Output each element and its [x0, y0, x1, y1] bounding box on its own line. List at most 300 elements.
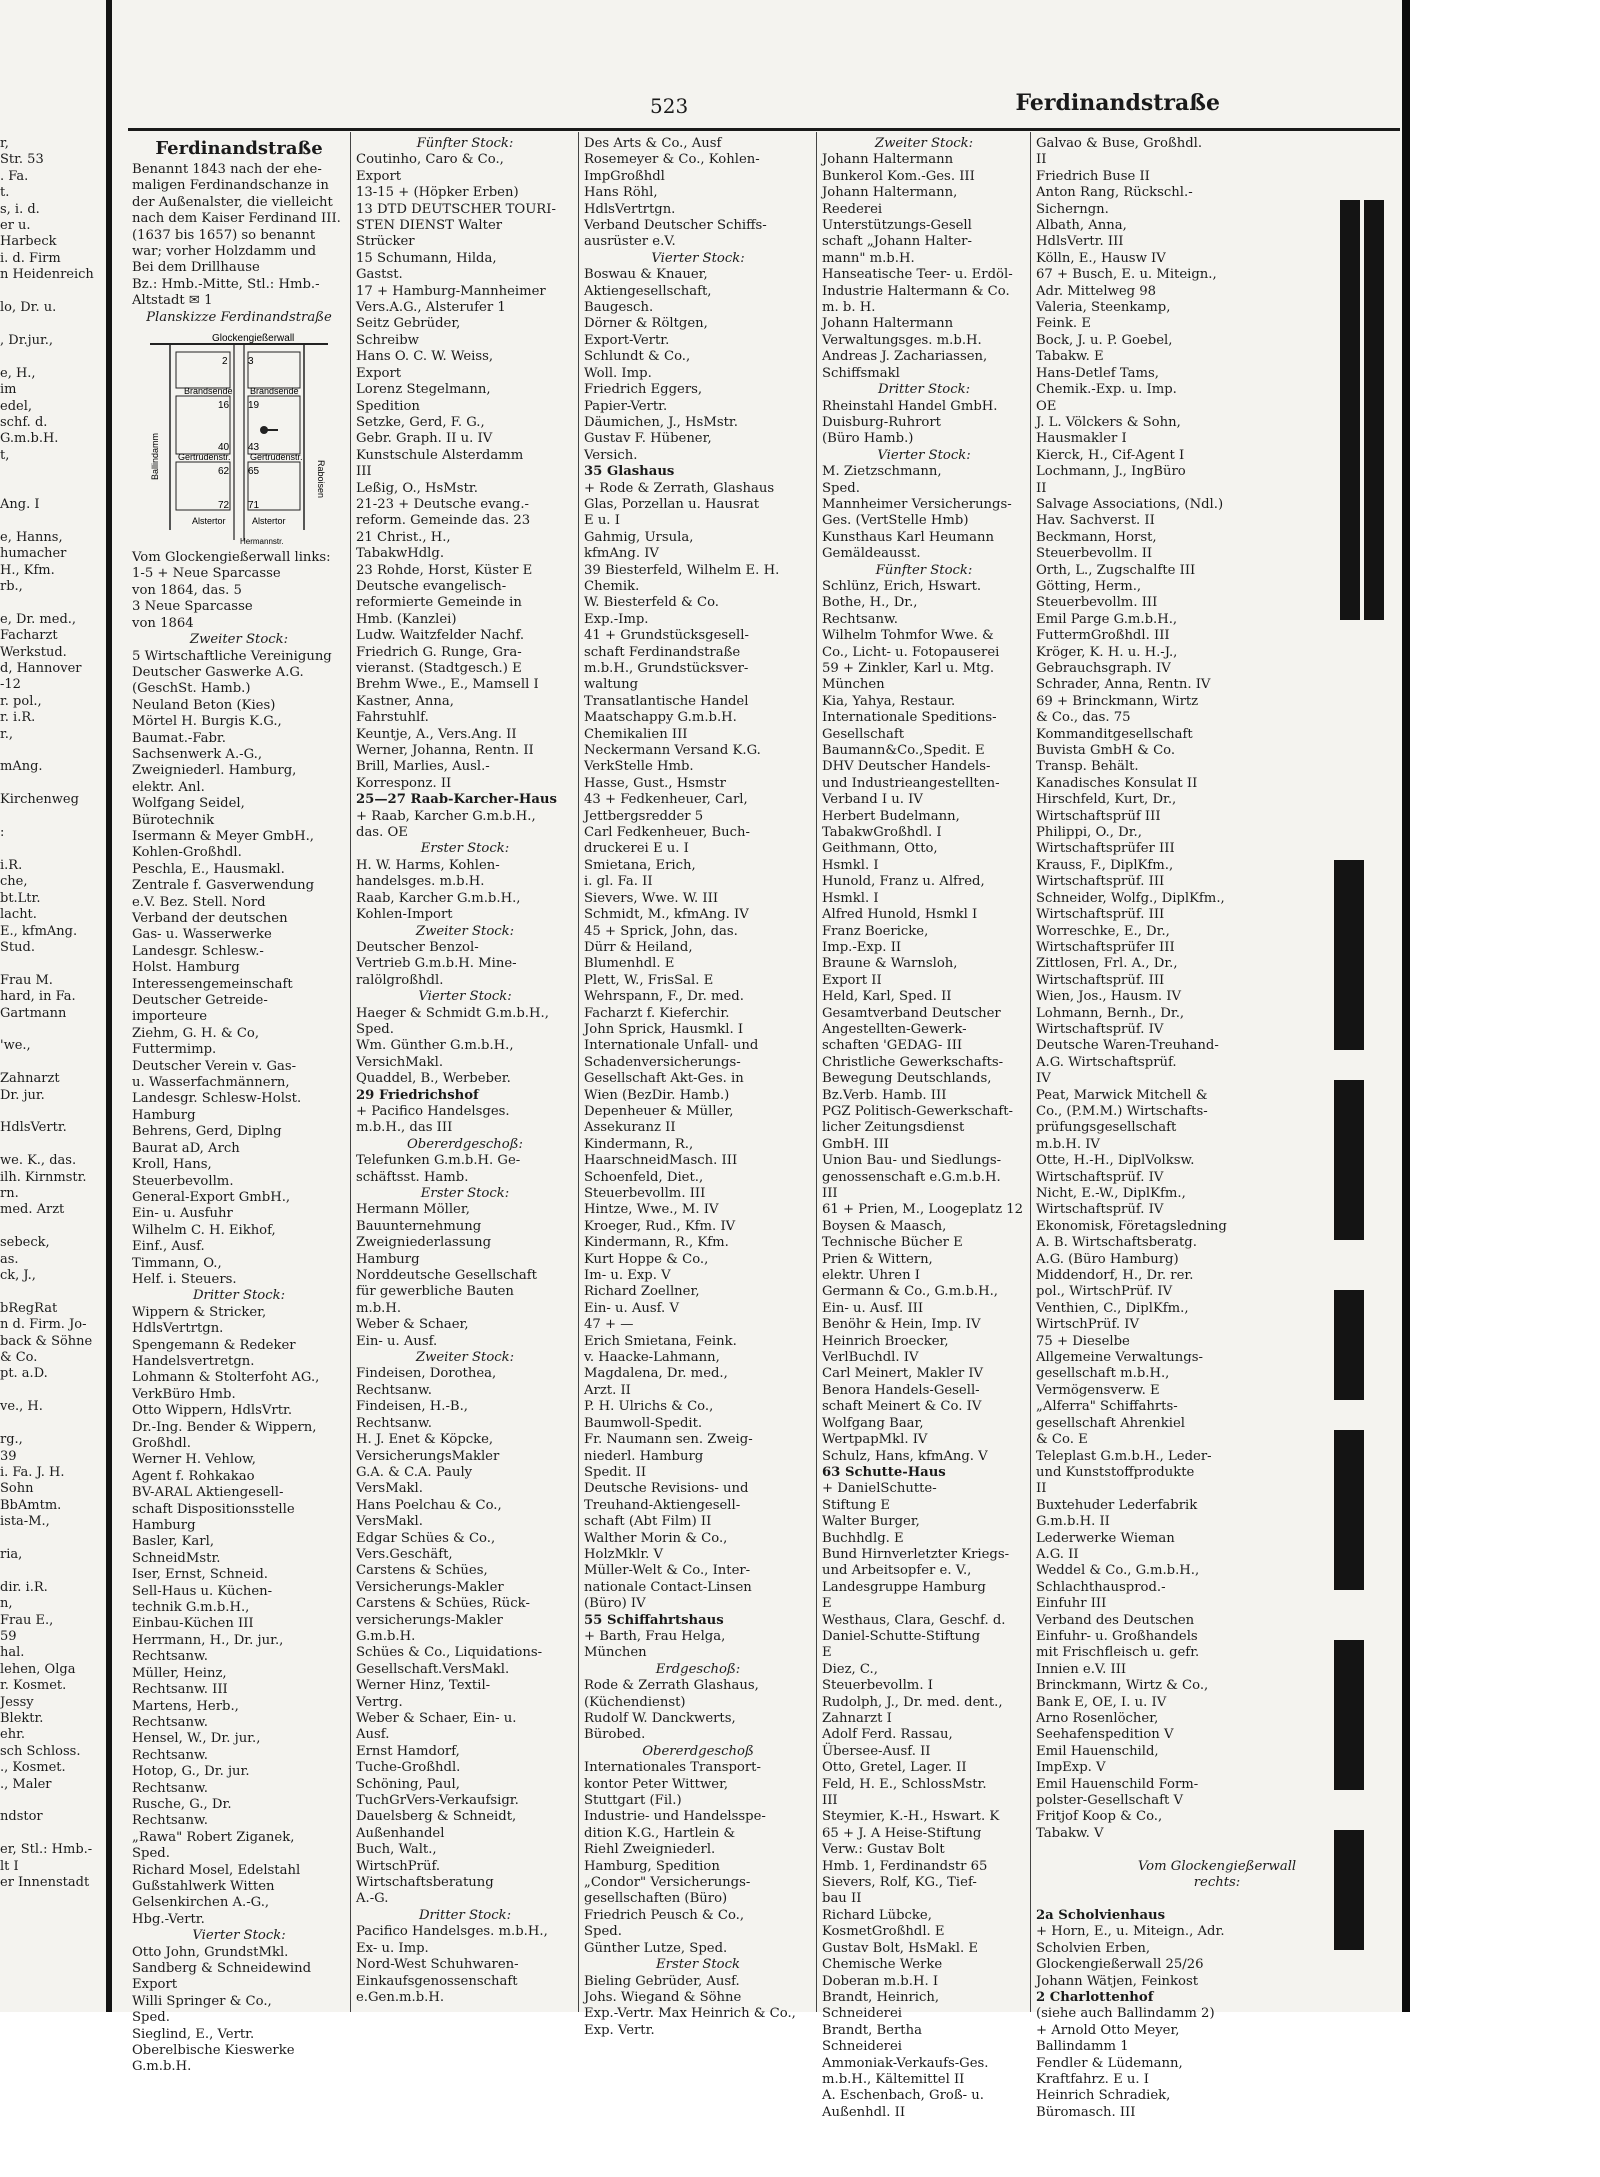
directory-line: VerkBüro Hmb. [132, 1386, 236, 1402]
directory-line: ehr. [0, 1727, 25, 1743]
directory-line: Bz.: Hmb.-Mitte, Stl.: Hmb.- [132, 276, 320, 292]
directory-line: Carl Meinert, Makler IV [822, 1366, 984, 1382]
directory-line: t. [0, 185, 10, 201]
floor-heading: Dritter Stock: [192, 1288, 286, 1304]
directory-line: Deutscher Getreide- [132, 993, 268, 1009]
directory-line: Bauunternehmung [356, 1218, 482, 1234]
directory-line: II [1036, 480, 1047, 496]
directory-line: ista-M., [0, 1514, 50, 1530]
directory-line: schaft „Johann Halter- [822, 234, 972, 250]
directory-line: schaft (Abt Film) II [584, 1514, 712, 1530]
directory-line: Weber & Schaer, [356, 1317, 469, 1333]
directory-line: che, [0, 874, 28, 890]
directory-line: r. i.R. [0, 710, 36, 726]
directory-line: Kommanditgesellschaft [1036, 726, 1193, 742]
directory-line: München [822, 677, 885, 693]
directory-line: H. W. Harms, Kohlen- [356, 857, 500, 873]
directory-line: Friedrich Peusch & Co., [584, 1907, 745, 1923]
directory-line: Sandberg & Schneidewind [132, 1961, 312, 1976]
directory-line: Orth, L., Zugschalfte III [1036, 562, 1196, 578]
directory-line: WirtschPrüf. [356, 1858, 441, 1874]
directory-line: 2a Scholvienhaus [1036, 1907, 1166, 1923]
floor-heading: Dritter Stock: [418, 1907, 512, 1923]
directory-line: Brandt, Heinrich, [822, 1989, 940, 2005]
directory-line: Chemik. [584, 578, 640, 594]
directory-line: + Barth, Frau Helga, [584, 1628, 726, 1644]
directory-line: sch Schloss. [0, 1743, 81, 1759]
directory-line: m.b.H., Kältemittel II [822, 2071, 965, 2087]
directory-line: Magdalena, Dr. med., [584, 1366, 728, 1382]
directory-line: Hans-Detlef Tams, [1036, 365, 1159, 381]
directory-line: Rechtsanw. [822, 611, 898, 627]
directory-line: Rechtsanw. [132, 1714, 208, 1730]
directory-line: Hanseatische Teer- u. Erdöl- [822, 267, 1013, 283]
directory-line: Hirschfeld, Kurt, Dr., [1036, 792, 1177, 808]
directory-line: III [822, 1186, 838, 1201]
directory-line: Basler, Karl, [132, 1534, 215, 1550]
directory-line: Büromasch. III [1036, 2104, 1136, 2120]
floor-heading: Fünfter Stock: [416, 136, 514, 151]
directory-line: Kastner, Anna, [356, 693, 454, 709]
column-1 [132, 136, 346, 2075]
directory-line: Hbg.-Vertr. [132, 1911, 205, 1927]
directory-line: 61 + Prien, M., Loogeplatz 12 [822, 1202, 1023, 1218]
directory-line: Ammoniak-Verkaufs-Ges. [822, 2055, 989, 2071]
directory-line: „Condor" Versicherungs- [584, 1875, 751, 1891]
directory-line: Kunsthaus Karl Heumann [822, 529, 995, 545]
directory-line: Export [356, 168, 402, 184]
directory-line: Beckmann, Horst, [1036, 529, 1157, 545]
directory-line: Werner H. Vehlow, [132, 1452, 256, 1468]
directory-line: Ein- u. Ausf. [356, 1333, 438, 1349]
directory-line: Scholvien Erben, [1036, 1940, 1151, 1956]
directory-line: Lohmann & Stolterfoht AG., [132, 1370, 320, 1386]
directory-line: und Arbeitsopfer e. V., [822, 1563, 972, 1579]
directory-line: importeure [132, 1009, 208, 1025]
directory-line: Hmb. (Kanzlei) [356, 611, 457, 627]
directory-line: Strücker [356, 234, 415, 250]
directory-line: Des Arts & Co., Ausf [584, 136, 722, 151]
directory-line: „Rawa" Robert Ziganek, [132, 1829, 295, 1845]
directory-line: dir. i.R. [0, 1579, 48, 1595]
directory-line: Allgemeine Verwaltungs- [1036, 1350, 1203, 1366]
header-rule [128, 128, 1400, 131]
directory-line: 13-15 + (Höpker Erben) [356, 185, 519, 201]
directory-line: Vertrg. [356, 1694, 403, 1710]
floor-heading: Erster Stock: [420, 841, 510, 857]
directory-line: bt.Ltr. [0, 890, 41, 906]
directory-line: Hamburg [132, 1518, 196, 1534]
directory-line: Dr.-Ing. Bender & Wippern, [132, 1419, 317, 1435]
directory-line: Ziehm, G. H. & Co, [132, 1025, 260, 1041]
directory-line: Deutscher Benzol- [356, 939, 479, 955]
directory-line: M. Zietzschmann, [822, 464, 942, 480]
directory-line: nationale Contact-Linsen [584, 1579, 752, 1595]
directory-line: Kroeger, Rud., Kfm. IV [584, 1218, 736, 1234]
directory-line: Tuche-Großhdl. [356, 1760, 461, 1776]
directory-line: 59 [0, 1628, 17, 1644]
directory-line [0, 284, 102, 300]
directory-line: 21-23 + Deutsche evang.- [356, 496, 529, 512]
directory-line: Herrmann, H., Dr. jur., [132, 1632, 284, 1648]
directory-line: Däumichen, J., HsMstr. [584, 414, 738, 430]
directory-line: Peat, Marwick Mitchell & [1036, 1087, 1208, 1103]
directory-line: Diez, C., [822, 1661, 878, 1677]
column-divider [350, 132, 351, 2012]
directory-line: TuchGrVers-Verkaufsigr. [356, 1793, 519, 1809]
directory-line: kontor Peter Wittwer, [584, 1776, 729, 1792]
page-number: 523 [650, 94, 689, 118]
directory-line: Stuttgart (Fil.) [584, 1793, 682, 1809]
directory-line: Otto Wippern, HdlsVrtr. [132, 1403, 293, 1419]
directory-line: 15 Schumann, Hilda, [356, 250, 497, 266]
directory-line: prüfungsgesellschaft [1036, 1120, 1177, 1136]
directory-line: G.m.b.H. [0, 431, 59, 447]
directory-line: Steuerbevollm. I [822, 1678, 933, 1694]
floor-heading: Fünfter Stock: [875, 562, 973, 578]
directory-line: Wirtschaftsprüf. III [1036, 972, 1165, 988]
directory-line: Otte, H.-H., DiplVolksw. [1036, 1153, 1195, 1169]
directory-line: ilh. Kirnmstr. [0, 1169, 87, 1185]
directory-line: Gartmann [0, 1005, 67, 1021]
directory-line: Hintze, Wwe., M. IV [584, 1202, 719, 1218]
directory-line: bRegRat [0, 1300, 58, 1316]
directory-line: Neckermann Versand K.G. [584, 743, 761, 759]
directory-line: Sicherngn. [1036, 201, 1109, 217]
directory-line: Held, Karl, Sped. II [822, 989, 952, 1005]
directory-line: Verband Deutscher Schiffs- [584, 218, 767, 234]
directory-line: schäftsst. Hamb. [356, 1169, 469, 1185]
directory-line: III [356, 464, 372, 480]
directory-line: Deutscher Gaswerke A.G. [132, 664, 304, 680]
directory-line: + Arnold Otto Meyer, [1036, 2022, 1180, 2038]
directory-line: GmbH. III [822, 1136, 889, 1152]
floor-heading: Obererdgeschoß [642, 1743, 754, 1759]
directory-line: Rechtsanw. [132, 1649, 208, 1665]
directory-line: Salvage Associations, (Ndl.) [1036, 496, 1224, 512]
directory-line: Braune & Warnsloh, [822, 956, 958, 972]
directory-line: VerkStelle Hmb. [584, 759, 694, 775]
directory-line: Ernst Hamdorf, [356, 1743, 460, 1759]
directory-line: HdlsVertr. [0, 1120, 67, 1136]
directory-line: Steymier, K.-H., Hswart. K [822, 1809, 1000, 1825]
directory-line [1036, 1842, 1398, 1858]
directory-line: med. Arzt [0, 1202, 65, 1218]
directory-line: Kierck, H., Cif-Agent I [1036, 447, 1185, 463]
directory-line: lt I [0, 1858, 19, 1874]
directory-line: 59 + Zinkler, Karl u. Mtg. [822, 661, 995, 676]
directory-line: WirtschPrüf. IV [1036, 1317, 1139, 1333]
directory-line: nach dem Kaiser Ferdinand III. [132, 211, 341, 227]
directory-line: G.m.b.H. II [1036, 1514, 1110, 1530]
directory-line [0, 1383, 102, 1399]
directory-line: IV [1036, 1071, 1051, 1087]
directory-line: n, [0, 1596, 13, 1612]
directory-line: Imp.-Exp. II [822, 939, 902, 955]
directory-line: Schulz, Hans, kfmAng. V [822, 1448, 988, 1464]
directory-line: ve., H. [0, 1399, 43, 1415]
directory-line: Industrie- und Handelsspe- [584, 1809, 766, 1825]
directory-line: Verwaltungsges. m.b.H. [822, 332, 982, 348]
directory-line: STEN DIENST Walter [356, 218, 503, 234]
directory-line: Rode & Zerrath Glashaus, [584, 1678, 759, 1694]
directory-line: Mannheimer Versicherungs- [822, 496, 1012, 512]
directory-line: Chemische Werke [822, 1957, 943, 1973]
directory-line: Ex- u. Imp. [356, 1940, 429, 1956]
directory-line: u. Wasserfachmännern, [132, 1075, 290, 1091]
directory-line: niederl. Hamburg [584, 1448, 704, 1464]
directory-line: Norddeutsche Gesellschaft [356, 1268, 537, 1284]
directory-line: Einfuhr III [1036, 1596, 1107, 1612]
directory-line: Emil Parge G.m.b.H., [1036, 611, 1178, 627]
directory-line: 45 + Sprick, John, das. [584, 923, 738, 939]
directory-line: Kunstschule Alsterdamm [356, 447, 524, 463]
floor-heading: Vierter Stock: [651, 250, 745, 266]
directory-line: Walter Burger, [822, 1514, 920, 1530]
directory-line: 47 + — [584, 1317, 634, 1333]
directory-line: Philippi, O., Dr., [1036, 825, 1142, 841]
directory-line: und Industrieangestellten- [822, 775, 1000, 791]
directory-line: Schiffsmakl [822, 365, 900, 381]
directory-line: Wien (BezDir. Hamb.) [584, 1087, 730, 1103]
directory-line: Friedrich Eggers, [584, 382, 703, 398]
directory-line: Vermögensverw. E [1036, 1382, 1160, 1398]
directory-line: schaft Dispositionsstelle [132, 1501, 295, 1517]
directory-line: vieranst. (Stadtgesch.) E [356, 661, 522, 676]
directory-line: (Büro) IV [584, 1596, 646, 1612]
directory-line: e.V. Bez. Stell. Nord [132, 894, 266, 910]
directory-line: „Alferra" Schiffahrts- [1036, 1399, 1178, 1415]
directory-line: Ekonomisk, Företagsledning [1036, 1218, 1227, 1234]
directory-line [0, 1284, 102, 1300]
directory-line: Werkstud. [0, 644, 67, 660]
directory-line: Ein- u. Ausf. V [584, 1300, 679, 1316]
directory-line: Holst. Hamburg [132, 960, 240, 976]
directory-line: Ein- u. Ausfuhr [132, 1206, 233, 1222]
directory-line: Rechtsanw. [356, 1415, 432, 1431]
directory-line: Fritjof Koop & Co., [1036, 1809, 1163, 1825]
directory-line [0, 743, 102, 759]
directory-line: sebeck, [0, 1235, 50, 1251]
directory-line: t, [0, 447, 10, 463]
directory-line: Brinckmann, Wirtz & Co., [1036, 1678, 1209, 1694]
directory-line: FuttermGroßhdl. III [1036, 628, 1170, 644]
directory-line: Wirtschaftsprüf. IV [1036, 1202, 1164, 1218]
directory-line: schaften 'GEDAG- III [822, 1038, 963, 1054]
directory-line: Alfred Hunold, Hsmkl I [822, 907, 978, 923]
directory-line: Riehl Zweigniederl. [584, 1842, 716, 1858]
sketch-title: Planskizze Ferdinandstraße [146, 309, 332, 325]
sketch-label: Alstertor [252, 516, 286, 527]
directory-line: Vom Glockengießerwall links: [132, 550, 331, 566]
sketch-number: 16 [218, 400, 230, 412]
previous-column-fragment [0, 136, 102, 2012]
directory-line: Schlünz, Erich, Hswart. [822, 578, 982, 594]
directory-line: OE [1036, 398, 1057, 414]
directory-line: kfmAng. IV [584, 546, 659, 562]
floor-heading: Erdgeschoß: [655, 1661, 741, 1677]
directory-line [0, 1563, 102, 1579]
directory-line: DHV Deutscher Handels- [822, 759, 991, 775]
directory-line: Benora Handels-Gesell- [822, 1382, 980, 1398]
floor-heading: Zweiter Stock: [415, 923, 515, 939]
directory-line [0, 595, 102, 611]
column-4 [822, 136, 1026, 2120]
directory-line: Exp.-Vertr. Max Heinrich & Co., [584, 2006, 796, 2022]
directory-line: Wolfgang Baar, [822, 1415, 924, 1431]
directory-line: Bank E, OE, I. u. IV [1036, 1694, 1167, 1710]
directory-line: Kröger, K. H. u. H.-J., [1036, 644, 1178, 660]
directory-line: Weddel & Co., G.m.b.H., [1036, 1563, 1200, 1579]
directory-line [0, 1416, 102, 1432]
directory-line: Gesellschaft.VersMakl. [356, 1661, 510, 1677]
directory-line: Gahmig, Ursula, [584, 529, 694, 545]
floor-heading: Vom Glockengießerwall [1137, 1858, 1297, 1874]
directory-line [0, 776, 102, 792]
directory-line: e, Hanns, [0, 529, 63, 545]
directory-line: Verband der deutschen [132, 911, 288, 926]
directory-line: Blumenhdl. E [584, 956, 675, 972]
directory-line: Wirtschaftsprüf III [1036, 808, 1161, 824]
directory-line: er Innenstadt [0, 1875, 90, 1891]
directory-line: Woll. Imp. [584, 365, 652, 381]
floor-heading: Obererdgeschoß: [407, 1136, 523, 1152]
directory-line: im [0, 382, 17, 398]
directory-line: HolzMklr. V [584, 1546, 664, 1562]
directory-line: Wilhelm Tohmfor Wwe. & [822, 628, 994, 644]
directory-line: 13 DTD DEUTSCHER TOURI- [356, 201, 556, 217]
directory-line: Fendler & Lüdemann, [1036, 2055, 1183, 2071]
directory-line [0, 1104, 102, 1120]
column-divider [1030, 132, 1031, 2012]
directory-line: Sell-Haus u. Küchen- [132, 1583, 273, 1599]
directory-line: Ang. I [0, 496, 40, 512]
directory-line: e, H., [0, 365, 36, 381]
directory-line: Vertrieb G.m.b.H. Mine- [356, 956, 517, 972]
floor-heading: Vierter Stock: [877, 447, 971, 463]
directory-line: -12 [0, 677, 21, 693]
directory-line: Deutscher Verein v. Gas- [132, 1058, 297, 1074]
floor-heading: Erster Stock [656, 1957, 740, 1973]
column-2 [356, 136, 574, 2006]
directory-line: Coutinho, Caro & Co., [356, 152, 504, 168]
directory-line: Rechtsanw. [356, 1382, 432, 1398]
directory-line: Hav. Sachverst. II [1036, 513, 1155, 529]
directory-line: Wien, Jos., Hausm. IV [1036, 989, 1182, 1005]
directory-line: Internationale Unfall- und [584, 1038, 759, 1054]
directory-line: Frau M. [0, 972, 53, 988]
directory-line: Smietana, Erich, [584, 857, 696, 873]
directory-line: A.G. (Büro Hamburg) [1036, 1251, 1179, 1267]
directory-line: Schneiderei [822, 2006, 903, 2022]
directory-line: Zentrale f. Gasverwendung [132, 878, 315, 894]
directory-line: Export II [822, 972, 882, 988]
sketch-number: 40 [218, 442, 230, 454]
directory-line: Lohmann, Bernh., Dr., [1036, 1005, 1185, 1021]
directory-line: Co., (P.M.M.) Wirtschafts- [1036, 1103, 1208, 1119]
directory-line: rg., [0, 1432, 23, 1448]
directory-line: Wm. Günther G.m.b.H., [356, 1038, 514, 1054]
directory-line: Kurt Hoppe & Co., [584, 1251, 709, 1267]
directory-line: Kia, Yahya, Restaur. [822, 693, 956, 709]
directory-line: Lorenz Stegelmann, [356, 382, 491, 398]
directory-line: Ballindamm 1 [1036, 2039, 1129, 2055]
directory-line: Union Bau- und Siedlungs- [822, 1153, 1002, 1169]
directory-line: Johann Haltermann [822, 316, 954, 332]
directory-line: n Heidenreich [0, 267, 94, 283]
directory-line: Leßig, O., HsMstr. [356, 480, 478, 496]
directory-line: Wehrspann, F., Dr. med. [584, 989, 744, 1005]
directory-line: Nicht, E.-W., DiplKfm., [1036, 1186, 1186, 1201]
directory-line: Zahnarzt [0, 1071, 60, 1087]
directory-line: Schües & Co., Liquidations- [356, 1645, 543, 1661]
directory-line: Lochmann, J., IngBüro [1036, 464, 1186, 480]
sketch-number: 71 [248, 500, 260, 512]
directory-line: Werner, Johanna, Rentn. II [356, 743, 534, 759]
directory-line: Export-Vertr. [584, 332, 670, 348]
directory-line: 35 Glashaus [584, 464, 675, 480]
directory-line: Bei dem Drillhause [132, 260, 260, 276]
directory-line: Westhaus, Clara, Geschf. d. [822, 1612, 1006, 1628]
directory-line: Bunkerol Kom.-Ges. III [822, 168, 975, 184]
directory-line: für gewerbliche Bauten [356, 1284, 514, 1300]
directory-line: genossenschaft e.G.m.b.H. [822, 1169, 1001, 1185]
directory-line: er, Stl.: Hmb.- [0, 1842, 93, 1858]
sketch-label: Ballindamm [150, 433, 160, 481]
directory-line: & Co. [0, 1350, 38, 1366]
directory-line: Anton Rang, Rückschl.- [1036, 185, 1193, 201]
directory-line: Buxtehuder Lederfabrik [1036, 1497, 1198, 1513]
directory-line: Gustav Bolt, HsMakl. E [822, 1940, 978, 1956]
sketch-label-top: Glockengießerwall [212, 333, 295, 345]
directory-line: (1637 bis 1657) so benannt [132, 227, 316, 243]
directory-line: VersMakl. [356, 1481, 423, 1497]
directory-line [0, 956, 102, 972]
directory-line: Richard Zoellner, [584, 1284, 700, 1300]
directory-line: Hermann Möller, [356, 1202, 470, 1218]
directory-line: Heinrich Broecker, [822, 1333, 949, 1349]
directory-line: Weber & Schaer, Ein- u. [356, 1711, 517, 1726]
directory-line: A. Eschenbach, Groß- u. [822, 2088, 984, 2104]
directory-line: Interessengemeinschaft [132, 976, 293, 992]
directory-line: Kohlen-Großhdl. [132, 845, 242, 861]
directory-line: Außenhandel [356, 1825, 445, 1841]
directory-line: 75 + Dieselbe [1036, 1333, 1130, 1349]
directory-line: Johann Wätjen, Feinkost [1036, 1973, 1199, 1989]
directory-line: i. Fa. J. H. [0, 1464, 65, 1480]
directory-line: elektr. Uhren I [822, 1268, 920, 1284]
floor-heading: Vierter Stock: [418, 989, 512, 1005]
directory-line: Emil Hauenschild, [1036, 1743, 1159, 1759]
directory-line: Wippern & Stricker, [132, 1304, 267, 1320]
directory-line: Bieling Gebrüder, Ausf. [584, 1973, 740, 1989]
directory-line: ., Maler [0, 1776, 52, 1792]
directory-line: 23 Rohde, Horst, Küster E [356, 562, 533, 578]
directory-line: Hamburg [356, 1251, 420, 1267]
directory-line: mann" m.b.H. [822, 250, 915, 266]
directory-line: Kölln, E., Hausw IV [1036, 250, 1166, 266]
directory-line: VersMakl. [356, 1514, 423, 1530]
directory-line: Telefunken G.m.b.H. Ge- [356, 1153, 521, 1169]
floor-heading: Vierter Stock: [192, 1928, 286, 1944]
directory-line: r. Kosmet. [0, 1678, 67, 1694]
directory-line [0, 316, 102, 332]
directory-line: Gelsenkirchen A.-G., [132, 1895, 270, 1911]
directory-line: Papier-Vertr. [584, 398, 668, 414]
directory-line: Dr. jur. [0, 1087, 45, 1103]
directory-line: Steuerbevollm. II [1036, 546, 1153, 562]
floor-heading: rechts: [1193, 1875, 1241, 1891]
